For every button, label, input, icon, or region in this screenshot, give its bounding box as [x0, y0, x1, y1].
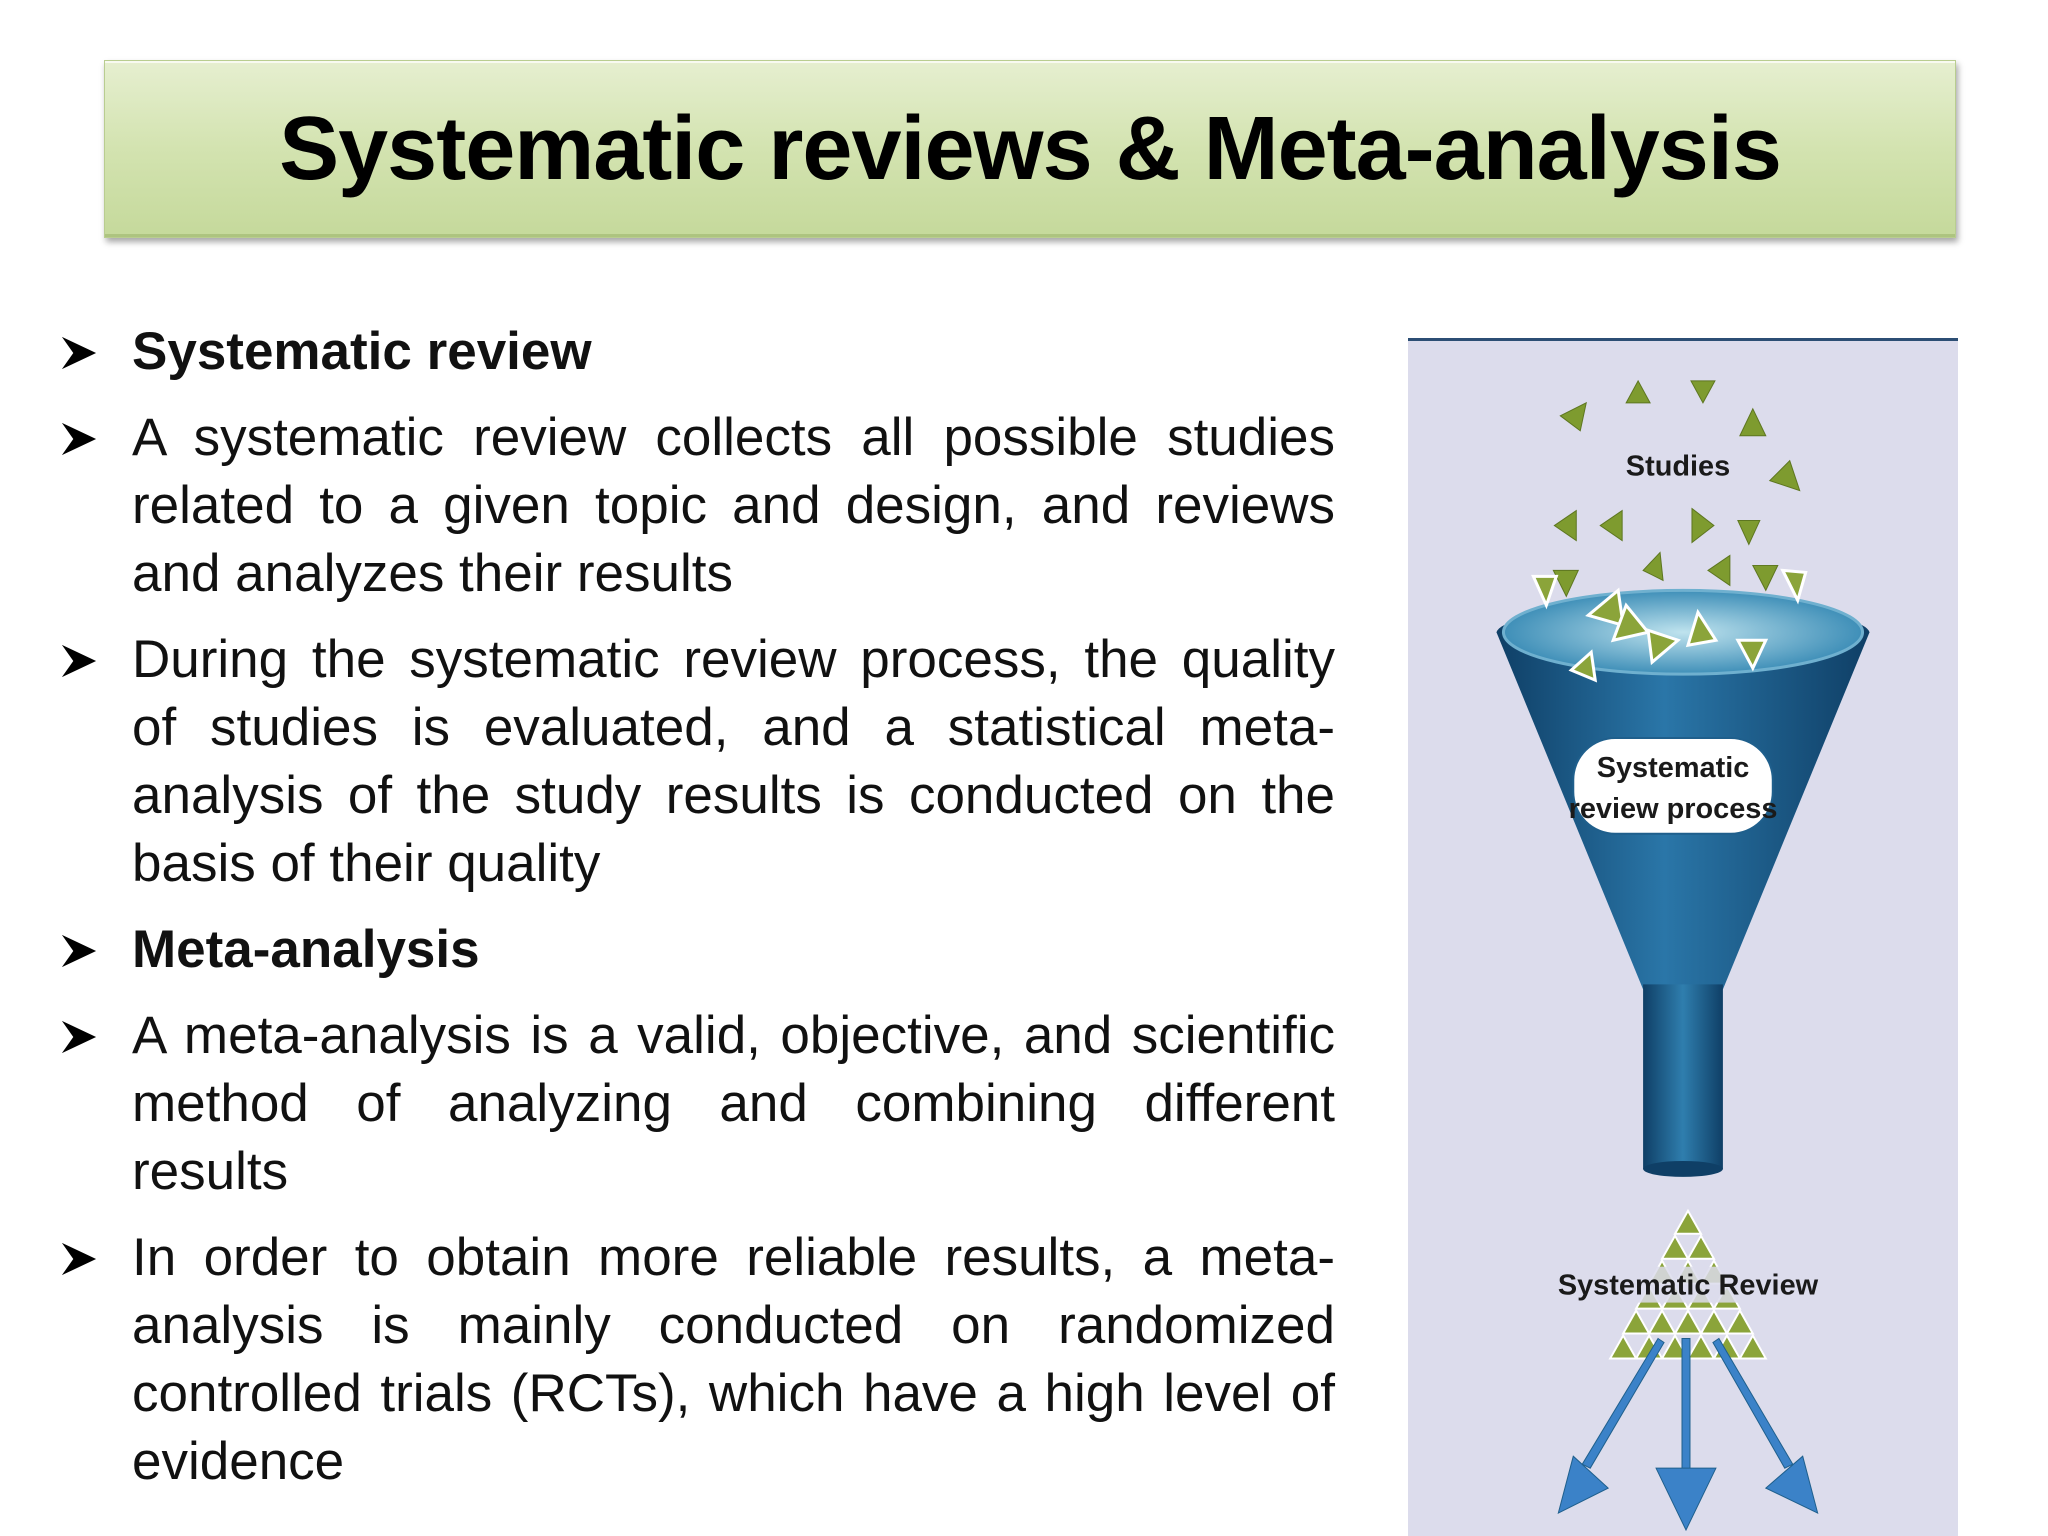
bullet-text: A systematic review collects all possible studies related to a given topic and design, and reviews and analyzes their results [132, 408, 1335, 603]
funnel-mouth [1503, 590, 1862, 674]
arrowhead-icon [60, 334, 98, 372]
title-banner [104, 60, 1956, 238]
arrowhead-icon [60, 932, 98, 970]
studies-triangles [1553, 381, 1799, 596]
bullet-item [60, 626, 1335, 898]
output-arrows [1558, 1338, 1817, 1530]
process-label-line1: Systematic [1596, 751, 1750, 784]
review-label: Systematic Review [1557, 1269, 1819, 1302]
bullet-item [60, 1224, 1335, 1496]
studies-label: Studies [1625, 450, 1731, 483]
funnel-spout [1643, 984, 1723, 1169]
arrowhead-icon [60, 1240, 98, 1278]
bullet-text: During the systematic review process, the quality of studies is evaluated, and a statistical meta-analysis of the study results is conducted on the basis of their quality [132, 630, 1335, 893]
slide-title: Systematic reviews & Meta-analysis [279, 98, 1781, 199]
bullet-text: Meta-analysis [132, 920, 480, 979]
bullet-text: In order to obtain more reliable results, a meta-analysis is mainly conducted on randomized controlled trials (RCTs), which have a high level of evidence [132, 1228, 1335, 1491]
bullet-text: Systematic review [132, 322, 592, 381]
arrowhead-icon [60, 1018, 98, 1056]
funnel-illustration [1408, 341, 1958, 1536]
process-label-line2: review process [1568, 792, 1778, 825]
arrowhead-icon [60, 420, 98, 458]
bullet-text: A meta-analysis is a valid, objective, and scientific method of analyzing and combining different results [132, 1006, 1335, 1201]
bullet-item [60, 916, 1335, 984]
bullet-item [60, 318, 1335, 386]
bullet-item [60, 404, 1335, 608]
funnel-figure [1408, 338, 1958, 1536]
arrowhead-icon [60, 642, 98, 680]
bullet-list [60, 318, 1335, 1514]
bullet-item [60, 1002, 1335, 1206]
